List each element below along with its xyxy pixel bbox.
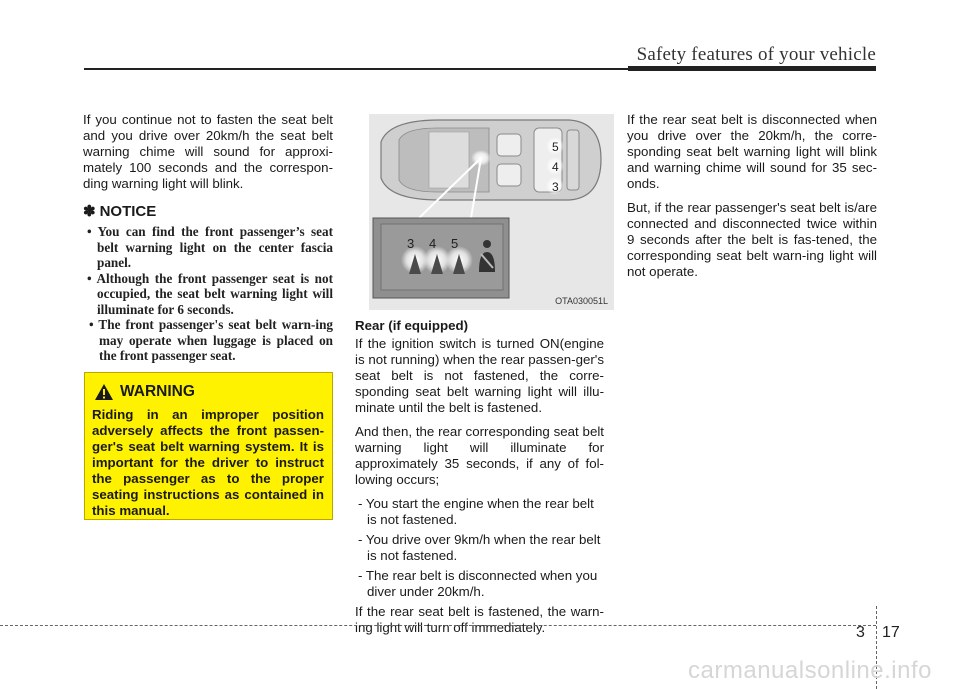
car-label-4: 4 (552, 160, 559, 174)
car-label-5: 5 (552, 140, 559, 154)
panel-label-5: 5 (451, 236, 459, 251)
notice-item: • Although the front passenger seat is not occupied, the seat belt warning light will illuminate for 6 seconds. (87, 270, 333, 317)
rear-condition-item: - The rear belt is disconnected when you diver under 20km/h. (358, 568, 598, 599)
vehicle-diagram (369, 114, 614, 310)
rear-paragraph-3: If the rear seat belt is fastened, the warn-ing light will turn off immediately. (355, 604, 604, 635)
panel-label-4: 4 (429, 236, 437, 251)
notice-list (83, 224, 333, 364)
figure-caption: OTA030051L (555, 296, 608, 306)
page-number: 17 (882, 624, 900, 641)
indicator-panel (373, 218, 509, 298)
section-title: Safety features of your vehicle (636, 44, 876, 65)
reconnect-paragraph: But, if the rear passenger's seat belt is/are connected and disconnected twice within 9 seconds after the belt is fas-tened, the corresponding seat belt warn-ing light will not operate. (627, 200, 877, 279)
seat-belt-warning-figure (369, 114, 614, 310)
notice-heading (83, 204, 333, 220)
notice-item: • The front passenger's seat belt warn-ing may operate when luggage is placed on the front passenger seat. (89, 317, 333, 363)
rear-seat-markers (546, 137, 564, 195)
chapter-number: 3 (856, 624, 865, 641)
warning-triangle-icon (94, 383, 114, 401)
warning-box (84, 372, 333, 520)
notice-item: • You can find the front passenger’s seat belt warning light on the center fascia panel. (87, 224, 333, 270)
rear-heading: Rear (if equipped) (355, 318, 469, 333)
car-label-3: 3 (552, 180, 559, 194)
rear-paragraph-2: And then, the rear corresponding seat belt warning light will illuminate for approximately 35 seconds, if any of fol-lowing occurs; (355, 424, 604, 487)
rear-paragraph-1: If the ignition switch is turned ON(engine is not running) when the rear passen-ger's seat belt is not fastened, the corre-sponding seat belt warning light will illu-minate until the belt is fastened. (355, 336, 604, 415)
rear-condition-item: - You start the engine when the rear belt is not fastened. (358, 496, 594, 527)
column-right (627, 112, 877, 288)
watermark: carmanualsonline.info (688, 657, 932, 684)
notice-icon: ✽ (83, 203, 96, 220)
column-left (83, 112, 333, 364)
car-top-view (381, 120, 601, 200)
panel-label-3: 3 (407, 236, 415, 251)
warning-text: Riding in an improper position adversely affects the front passen-ger's seat belt warning system. It is important for the driver to instruct the passenger as to the proper seating instructions as contained in this manual. (92, 407, 324, 518)
warning-heading (94, 383, 324, 401)
intro-paragraph: If you continue not to fasten the seat belt and you drive over 20km/h the seat belt warning chime will sound for approxi-mately 100 seconds and the correspon-ding warning light will blink. (83, 112, 333, 191)
disconnect-paragraph: If the rear seat belt is disconnected when you drive over the 20km/h, the corre-sponding seat belt warning light will blink and warning chime will sound for 35 sec-onds. (627, 112, 877, 191)
warning-title: WARNING (120, 383, 195, 400)
column-middle (355, 318, 604, 644)
notice-title: NOTICE (99, 203, 157, 220)
footer-rule (0, 625, 876, 626)
rear-condition-item: - You drive over 9km/h when the rear belt is not fastened. (358, 532, 601, 563)
header-rule-accent (628, 66, 876, 71)
